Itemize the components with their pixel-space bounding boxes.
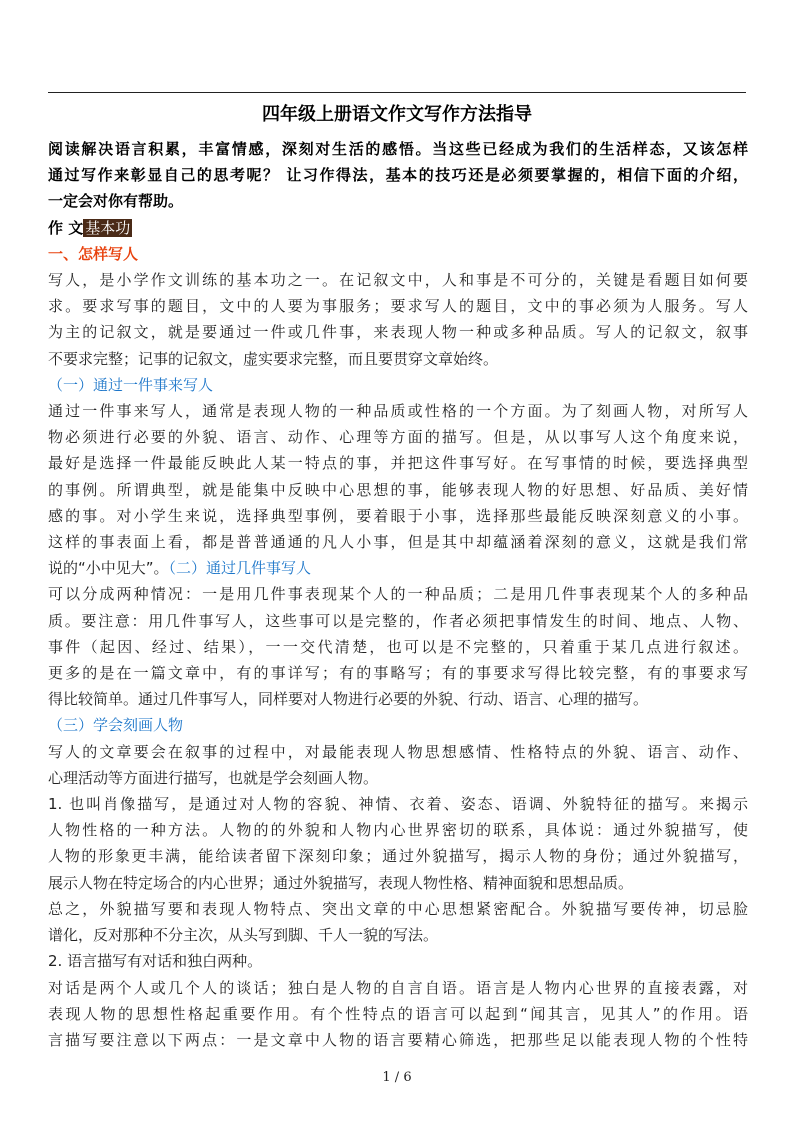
text-line: 心理活动等方面进行描写，也就是学会刻画人物。 xyxy=(48,768,379,787)
paragraph xyxy=(48,581,748,712)
text-line: 得比较简单。通过几件事写人，同样要对人物进行必要的外貌、行动、语言、心理的描写。 xyxy=(48,690,649,709)
document-title: 四年级上册语文作文写作方法指导 xyxy=(262,104,532,125)
text-line: 物必须进行必要的外貌、语言、动作、心理等方面的描写。但是，从以事写人这个角度来说， xyxy=(48,428,748,447)
text-line: 总之，外貌描写要和表现人物特点、突出文章的中心思想紧密配合。外貌描写要传神，切忌脸 xyxy=(48,899,748,918)
paragraph xyxy=(48,739,748,791)
document-body xyxy=(48,136,748,1053)
text-line: 事件（起因、经过、结果），一一交代清楚，也可以是不完整的，只着重于某几点进行叙述。 xyxy=(48,637,748,656)
section-heading: 一、怎样写人 xyxy=(48,244,139,263)
subtitle-highlight: 基本功 xyxy=(85,218,131,237)
intro-paragraph xyxy=(48,136,748,215)
text-line: 更多的是在一篇文章中，有的事详写；有的事略写；有的事要求写得比较完整，有的事要求写 xyxy=(48,664,748,683)
text-line: 人物的形象更丰满，能给读者留下深刻印象；通过外貌描写，揭示人物的身份；通过外貌描写， xyxy=(48,847,748,866)
text-line: 写人的文章要会在叙事的过程中，对最能表现人物思想感情、性格特点的外貌、语言、动作、 xyxy=(48,742,748,761)
subtitle-line xyxy=(48,215,748,241)
intro-line: 一定会对你有帮助。 xyxy=(48,192,184,211)
intro-line: 通过写作来彰显自己的思考呢？ 让习作得法，基本的技巧还是必须要掌握的，相信下面的介绍， xyxy=(48,166,748,185)
subsection-heading: （一）通过一件事来写人 xyxy=(48,375,214,394)
paragraph xyxy=(48,791,748,896)
text-line: 可以分成两种情况：一是用几件事表现某个人的一种品质；二是用几件事表现某个人的多种品 xyxy=(48,585,748,604)
text-line: 感的事。对小学生来说，选择典型事例，要着眼于小事，选择那些最能反映深刻意义的小事。 xyxy=(48,506,748,525)
paragraph xyxy=(48,896,748,948)
text-line: 为主的记叙文，就是要通过一件或几件事，来表现人物一种或多种品质。写人的记叙文，叙事 xyxy=(48,323,748,342)
subtitle-prefix: 作 文 xyxy=(48,218,84,237)
text-line: 这样的事表面上看，都是普普通通的凡人小事，但是其中却蕴涵着深刻的意义，这就是我们常 xyxy=(48,533,748,552)
text-line: 展示人物在特定场合的内心世界；通过外貌描写，表现人物性格、精神面貌和思想品质。 xyxy=(48,873,634,892)
paragraph xyxy=(48,398,748,581)
text-line: 的事例。所谓典型，就是能集中反映中心思想的事，能够表现人物的好思想、好品质、美好情 xyxy=(48,480,748,499)
text-line: 最好是选择一件最能反映此人某一特点的事，并把这件事写好。在写事情的时候，要选择典型 xyxy=(48,454,748,473)
text-line: 通过一件事来写人，通常是表现人物的一种品质或性格的一个方面。为了刻画人物，对所写人 xyxy=(48,402,748,421)
text-line: 求。要求写事的题目，文中的人要为事服务；要求写人的题目，文中的事必须为人服务。写人 xyxy=(48,297,748,316)
text-line xyxy=(48,555,748,581)
paragraph: 2. 语言描写有对话和独白两种。 xyxy=(48,952,263,971)
header-rule xyxy=(48,92,746,93)
intro-line: 阅读解决语言积累，丰富情感，深刻对生活的感悟。当这些已经成为我们的生活样态，又该怎样 xyxy=(48,140,748,158)
text-line: 对话是两个人或几个人的谈话；独白是人物的自言自语。语言是人物内心世界的直接表露，对 xyxy=(48,978,748,997)
text-line: 写人，是小学作文训练的基本功之一。在记叙文中，人和事是不可分的，关键是看题目如何要 xyxy=(48,271,748,290)
text-line: 表现人物的思想性格起重要作用。有个性特点的语言可以起到“闻其言，见其人”的作用。语 xyxy=(48,1004,748,1023)
text-line: 质。要注意：用几件事写人，这些事可以是完整的，作者必须把事情发生的时间、地点、人物、 xyxy=(48,611,748,630)
page-number: 1 / 6 xyxy=(382,1070,412,1085)
paragraph xyxy=(48,975,748,1054)
subsection-heading: （二）通过几件事写人 xyxy=(168,559,312,578)
text-line: 谱化，反对那种不分主次，从头写到脚、千人一貌的写法。 xyxy=(48,926,439,945)
text-line: 人物性格的一种方法。人物的的外貌和人物内心世界密切的联系，具体说：通过外貌描写，使 xyxy=(48,821,748,840)
paragraph xyxy=(48,267,748,372)
text-line: 言描写要注意以下两点：一是文章中人物的语言要精心筛选，把那些足以能表现人物的个性特 xyxy=(48,1030,748,1049)
text-fragment: 说的“小中见大”。 xyxy=(48,559,169,578)
subsection-heading: （三）学会刻画人物 xyxy=(48,716,184,735)
text-line: 不要求完整；记事的记叙文，虚实要求完整，而且要贯穿文章始终。 xyxy=(48,349,499,368)
text-line: 1. 也叫肖像描写，是通过对人物的容貌、神情、衣着、姿态、语调、外貌特征的描写。来揭示 xyxy=(48,795,748,814)
